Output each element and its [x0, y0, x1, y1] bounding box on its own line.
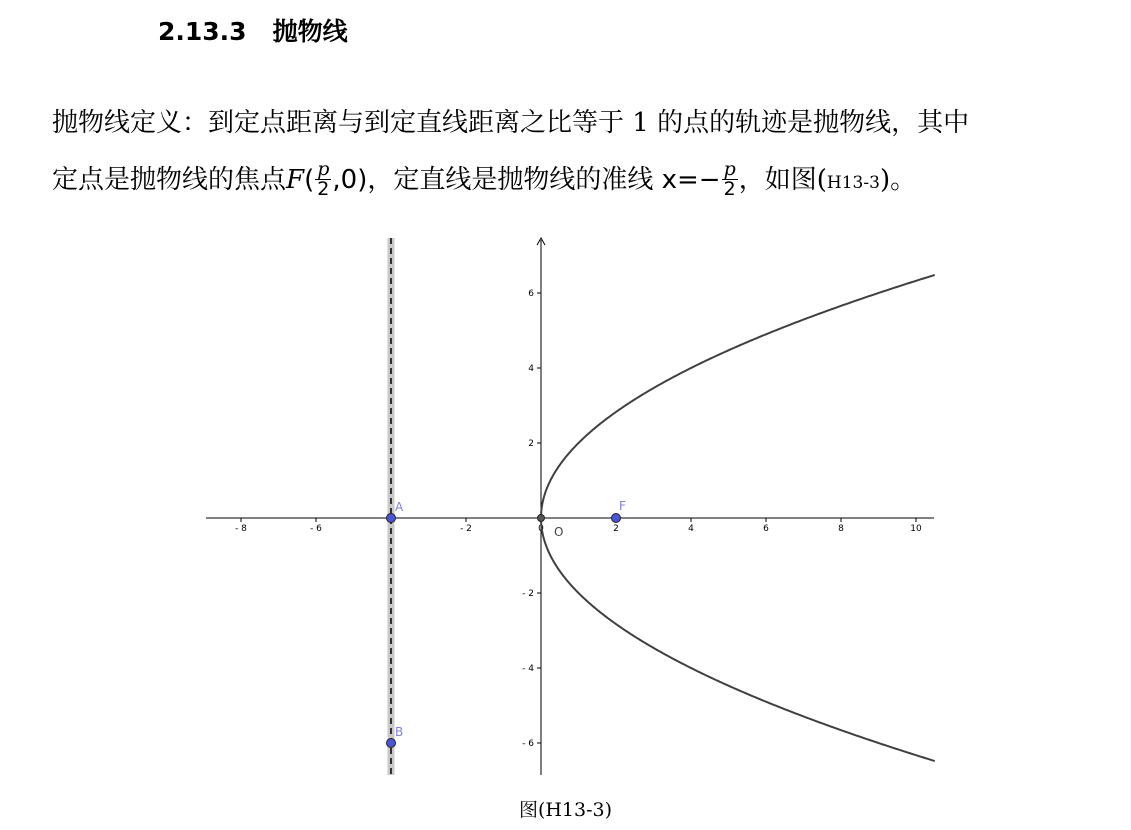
y-tick-label: 6 — [528, 289, 534, 299]
focus-coord-rest: ,0) — [332, 165, 368, 195]
points-layer — [387, 499, 627, 748]
directrix-fraction-denominator: 2 — [723, 177, 736, 200]
directrix-equation: x=− — [661, 165, 721, 195]
x-tick-label: 10 — [910, 524, 922, 534]
point-label-a: A — [395, 500, 404, 514]
line2-text-d: )。 — [879, 165, 917, 195]
focus-symbol: F — [286, 165, 305, 195]
figure-caption: 图(H13-3) — [518, 799, 613, 821]
y-tick-label: - 2 — [522, 589, 534, 599]
axes-layer — [206, 238, 934, 775]
line2-text-b: ，定直线是抛物线的准线 — [367, 165, 662, 195]
x-tick-label: 8 — [838, 524, 844, 534]
x-tick-label: - 8 — [235, 524, 247, 534]
x-tick-label: 6 — [763, 524, 769, 534]
x-tick-label: - 6 — [310, 524, 322, 534]
x-tick-label: 2 — [613, 524, 619, 534]
x-tick-label: - 2 — [460, 524, 472, 534]
point-label-f: F — [619, 499, 626, 513]
line2-text-c: ，如图( — [738, 165, 827, 195]
line2-text-a: 定点是抛物线的焦点 — [52, 165, 287, 195]
section-title: 抛物线 — [272, 17, 348, 46]
focus-fraction-numerator: p — [317, 157, 330, 180]
point-label-b: B — [395, 725, 404, 739]
point-o — [538, 515, 545, 522]
x-tick-label: 0 — [538, 524, 544, 534]
y-tick-label: 4 — [528, 364, 534, 374]
definition-line-1: 抛物线定义：到定点距离与到定直线距离之比等于 1 的点的轨迹是抛物线，其中 — [52, 108, 970, 138]
y-tick-label: - 4 — [522, 664, 534, 674]
point-label-o: O — [554, 525, 564, 539]
point-f — [612, 514, 621, 523]
focus-fraction-denominator: 2 — [317, 177, 330, 200]
section-number: 2.13.3 — [158, 17, 247, 46]
point-b — [387, 739, 396, 748]
y-tick-label: 2 — [528, 439, 534, 449]
focus-open-paren: ( — [304, 165, 315, 195]
directrix-fraction-numerator: p — [723, 157, 736, 180]
directrix-layer — [388, 238, 395, 775]
x-tick-label: 4 — [688, 524, 694, 534]
point-a — [387, 514, 396, 523]
figure-reference: H13-3 — [826, 173, 880, 193]
y-tick-label: - 6 — [522, 739, 534, 749]
